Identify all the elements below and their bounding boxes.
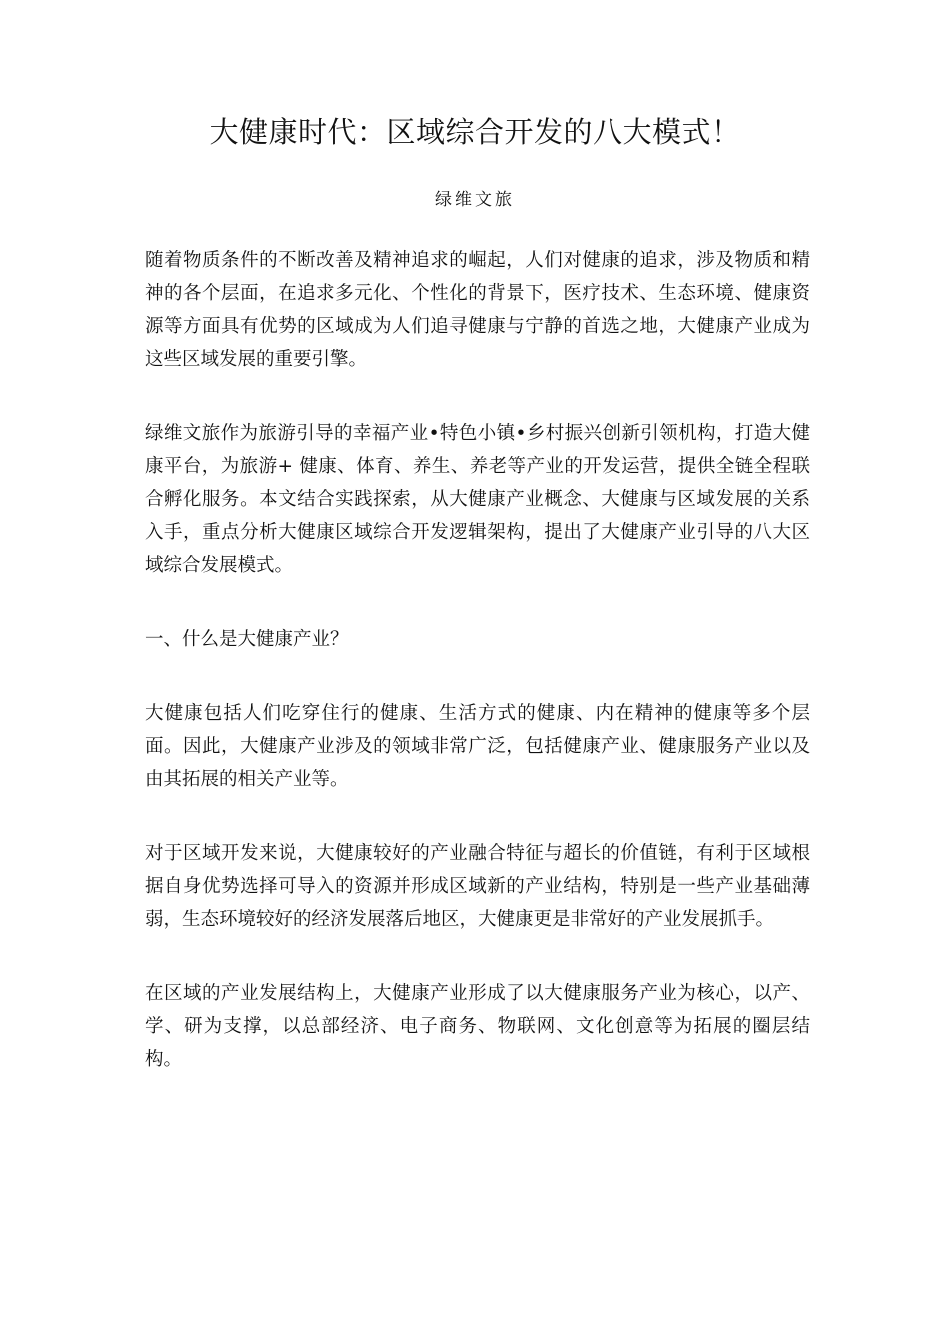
document-body — [145, 244, 810, 1117]
document-title: 大健康时代：区域综合开发的八大模式！ — [209, 115, 741, 149]
intro-paragraph-1: 随着物质条件的不断改善及精神追求的崛起，人们对健康的追求，涉及物质和精神的各个层面，在追求多元化、个性化的背景下，医疗技术、生态环境、健康资源等方面具有优势的区域成为人们追寻健康与宁静的首选之地，大健康产业成为这些区域发展的重要引擎。 — [145, 250, 810, 370]
section-paragraph-3: 在区域的产业发展结构上，大健康产业形成了以大健康服务产业为核心，以产、学、研为支撑，以总部经济、电子商务、物联网、文化创意等为拓展的圈层结构。 — [145, 983, 810, 1070]
document-author: 绿维文旅 — [435, 190, 515, 210]
intro-paragraph-2: 绿维文旅作为旅游引导的幸福产业•特色小镇•乡村振兴创新引领机构，打造大健康平台，为旅游+ 健康、体育、养生、养老等产业的开发运营，提供全链全程联合孵化服务。本文结合实践探索，从大健康产业概念、大健康与区域发展的关系入手，重点分析大健康区域综合开发逻辑架构，提出了大健康产业引导的八大区域综合发展模式。 — [145, 423, 810, 576]
section-paragraph-2: 对于区域开发来说，大健康较好的产业融合特征与超长的价值链，有利于区域根据自身优势选择可导入的资源并形成区域新的产业结构，特别是一些产业基础薄弱，生态环境较好的经济发展落后地区，大健康更是非常好的产业发展抓手。 — [145, 843, 810, 930]
section-paragraph-1: 大健康包括人们吃穿住行的健康、生活方式的健康、内在精神的健康等多个层面。因此，大健康产业涉及的领域非常广泛，包括健康产业、健康服务产业以及由其拓展的相关产业等。 — [145, 703, 810, 790]
section-heading: 一、什么是大健康产业？ — [145, 629, 349, 650]
